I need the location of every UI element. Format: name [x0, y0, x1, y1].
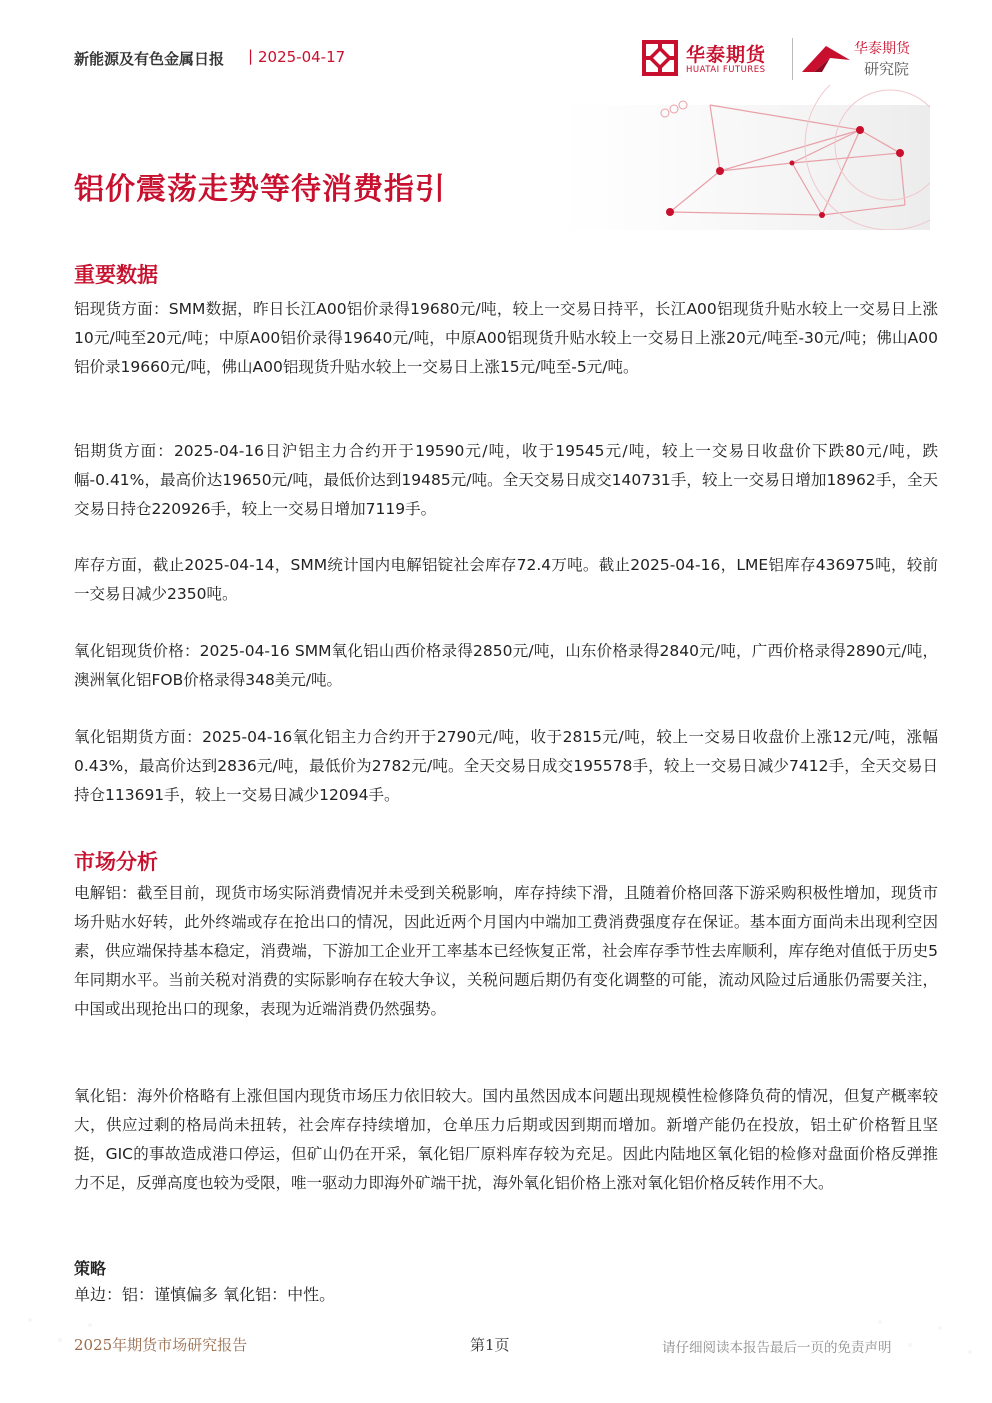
- paragraph-aluminum-spot: 铝现货方面：SMM数据，昨日长江A00铝价录得19680元/吨，较上一交易日持平，长江A00铝现货升贴水较上一交易日上涨10元/吨至20元/吨；中原A00铝价录得19640元/吨，中原A00铝现货升贴水较上一交易日上涨20元/吨至-30元/吨；佛山A00铝价录19660元/吨，佛山A00铝现货升贴水较上一交易日上涨15元/吨至-5元/吨。: [74, 299, 938, 376]
- paragraph-alumina-futures: 氧化铝期货方面：2025-04-16氧化铝主力合约开于2790元/吨，收于2815元/吨，较上一交易日收盘价上涨12元/吨，涨幅0.43%，最高价达到2836元/吨，最低价为2782元/吨。全天交易日成交195578手，较上一交易日减少7412手，全天交易日持仓113691手，较上一交易日减少12094手。: [74, 727, 938, 804]
- logo-chinese-name: 华泰期货: [686, 44, 767, 66]
- logo-english-name: HUATAI FUTURES: [686, 65, 766, 75]
- page-header: [0, 0, 992, 230]
- section-heading-key-data: 重要数据: [74, 263, 158, 287]
- strategy-line: 单边：铝：谨慎偏多 氧化铝：中性。: [74, 1285, 336, 1304]
- institute-name-line2: 研究院: [864, 60, 910, 78]
- paragraph-alumina-spot: 氧化铝现货价格：2025-04-16 SMM氧化铝山西价格录得2850元/吨，山东价格录得2840元/吨，广西价格录得2890元/吨，澳洲氧化铝FOB价格录得348美元/吨。: [74, 641, 938, 689]
- paragraph-aluminum-futures: 铝期货方面：2025-04-16日沪铝主力合约开于19590元/吨，收于19545元/吨，较上一交易日收盘价下跌80元/吨，跌幅-0.41%，最高价达19650元/吨，最低价达到19485元/吨。全天交易日成交140731手，较上一交易日增加18962手，全天交易日持仓220926手，较上一交易日增加7119手。: [74, 441, 938, 518]
- footer-disclaimer-note: 请仔细阅读本报告最后一页的免责声明: [662, 1340, 892, 1356]
- huatai-logo-icon: [642, 40, 678, 76]
- paragraph-electrolytic-aluminum: 电解铝：截至目前，现货市场实际消费情况并未受到关税影响，库存持续下滑，且随着价格回落下游采购积极性增加，现货市场升贴水好转，此外终端或存在抢出口的情况，因此近两个月国内中端加工费消费强度存在保证。基本面方面尚未出现利空因素，供应端保持基本稳定，消费端，下游加工企业开工率基本已经恢复正常，社会库存季节性去库顺利，库存绝对值低于历史5年同期水平。当前关税对消费的实际影响存在较大争议，关税问题后期仍有变化调整的可能，流动风险过后通胀仍需要关注，中国或出现抢出口的现象，表现为近端消费仍然强势。: [74, 883, 938, 1018]
- paragraph-inventory: 库存方面，截止2025-04-14，SMM统计国内电解铝锭社会库存72.4万吨。截止2025-04-16，LME铝库存436975吨，较前一交易日减少2350吨。: [74, 555, 938, 603]
- header-separator: |: [248, 47, 254, 65]
- section-heading-market-analysis: 市场分析: [74, 850, 158, 874]
- strategy-heading: 策略: [74, 1259, 107, 1278]
- report-date: 2025-04-17: [258, 48, 346, 66]
- paragraph-alumina-analysis: 氧化铝：海外价格略有上涨但国内现货市场压力依旧较大。国内虽然因成本问题出现规模性检修降负荷的情况，但复产概率较大，供应过剩的格局尚未扭转，社会库存持续增加，仓单压力后期或因到期而增加。新增产能仍在投放，铝土矿价格暂且坚挺，GIC的事故造成港口停运，但矿山仍在开采，氧化铝厂原料库存较为充足。因此内陆地区氧化铝的检修对盘面价格反弹推力不足，反弹高度也较为受限，唯一驱动力即海外矿端干扰，海外氧化铝价格上涨对氧化铝价格反转作用不大。: [74, 1086, 938, 1192]
- brand-logo: [642, 38, 922, 82]
- footer-report-series: 2025年期货市场研究报告: [74, 1336, 248, 1354]
- page-title: 铝价震荡走势等待消费指引: [74, 172, 446, 207]
- institute-name-line1: 华泰期货: [854, 41, 910, 57]
- network-decoration-icon: [560, 85, 930, 230]
- logo-divider: [792, 38, 793, 80]
- footer-page-number: 第1页: [470, 1336, 510, 1354]
- institute-logo-icon: [800, 42, 852, 76]
- report-name: 新能源及有色金属日报: [74, 50, 225, 68]
